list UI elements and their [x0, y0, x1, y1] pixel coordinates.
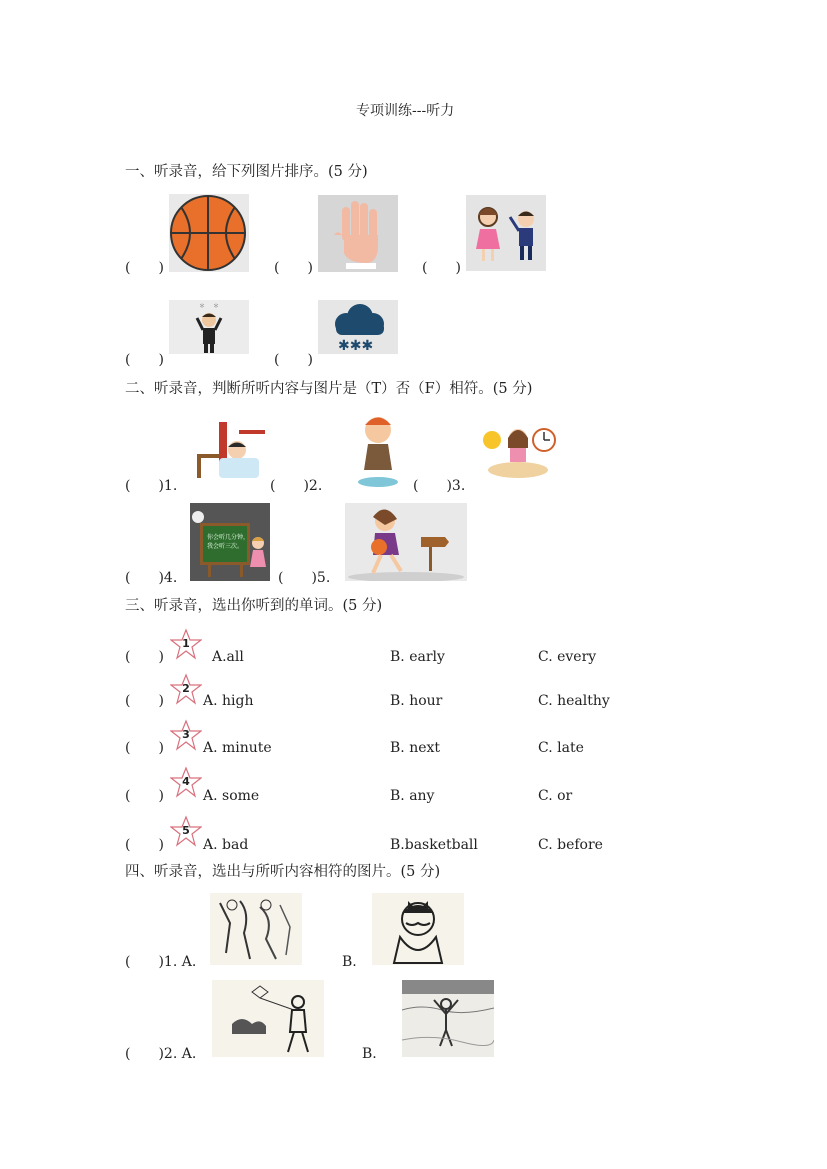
answer-paren[interactable]: ( ) — [125, 352, 164, 368]
option-b[interactable]: B. — [342, 954, 357, 970]
option-b[interactable]: B.basketball — [390, 837, 478, 853]
question-label[interactable]: ( )5. — [278, 570, 331, 586]
question-label[interactable]: ( )2. A. — [125, 1046, 197, 1062]
answer-paren[interactable]: ( ) — [125, 837, 164, 853]
dizzy-person-icon — [169, 300, 249, 354]
sketch-crying-girl-icon — [372, 893, 464, 965]
crying-boy-icon — [352, 410, 404, 490]
snow-cloud-icon — [318, 300, 398, 354]
blackboard-line: 你会听几分钟， — [207, 534, 250, 541]
question-label[interactable]: ( )4. — [125, 570, 178, 586]
star-number-icon — [170, 815, 202, 847]
answer-paren[interactable]: ( ) — [125, 740, 164, 756]
blackboard-line: 我会听三次。 — [207, 543, 244, 550]
option-b[interactable]: B. early — [390, 649, 445, 665]
option-c[interactable]: C. or — [538, 788, 573, 804]
answer-paren[interactable]: ( ) — [274, 352, 313, 368]
option-b[interactable]: B. any — [390, 788, 435, 804]
svg-text:＊: ＊ — [199, 303, 206, 310]
blackboard-teacher-icon — [190, 503, 270, 581]
blackboard-text — [207, 533, 249, 551]
answer-paren[interactable]: ( ) — [422, 260, 461, 276]
page-title: 专项训练---听力 — [356, 103, 455, 119]
option-b[interactable]: B. hour — [390, 693, 443, 709]
answer-paren[interactable]: ( ) — [125, 788, 164, 804]
question-label[interactable]: ( )2. — [270, 478, 323, 494]
kids-waving-icon — [466, 195, 546, 271]
section-2-heading: 二、听录音，判断所听内容与图片是（T）否（F）相符。(5 分) — [125, 381, 533, 397]
option-a[interactable]: A. minute — [203, 740, 272, 756]
sketch-people-icon — [210, 893, 302, 965]
answer-paren[interactable]: ( ) — [125, 693, 164, 709]
question-label[interactable]: ( )3. — [413, 478, 466, 494]
answer-paren[interactable]: ( ) — [125, 260, 164, 276]
section-3-heading: 三、听录音，选出你听到的单词。(5 分) — [125, 598, 383, 614]
answer-paren[interactable]: ( ) — [125, 649, 164, 665]
star-number: 3 — [182, 728, 190, 741]
sketch-boy-kite-icon — [212, 980, 324, 1057]
star-number: 5 — [182, 824, 190, 837]
svg-text:✱✱✱: ✱✱✱ — [338, 338, 374, 354]
option-a[interactable]: A.all — [212, 649, 244, 665]
question-label[interactable]: ( )1. A. — [125, 954, 197, 970]
star-number-icon — [170, 628, 202, 660]
star-number: 1 — [182, 637, 190, 650]
option-c[interactable]: C. before — [538, 837, 603, 853]
svg-text:＊: ＊ — [213, 303, 220, 310]
option-c[interactable]: C. late — [538, 740, 584, 756]
star-number-icon — [170, 766, 202, 798]
option-b[interactable]: B. — [362, 1046, 377, 1062]
star-number: 4 — [182, 775, 190, 788]
section-1-heading: 一、听录音，给下列图片排序。(5 分) — [125, 164, 368, 180]
option-b[interactable]: B. next — [390, 740, 441, 756]
answer-paren[interactable]: ( ) — [274, 260, 313, 276]
boy-in-bed-icon — [193, 420, 269, 482]
option-a[interactable]: A. high — [203, 693, 254, 709]
girl-running-sign-icon — [345, 503, 467, 581]
hand-icon — [318, 195, 398, 272]
option-c[interactable]: C. every — [538, 649, 597, 665]
option-c[interactable]: C. healthy — [538, 693, 610, 709]
star-number-icon — [170, 719, 202, 751]
option-a[interactable]: A. bad — [203, 837, 249, 853]
question-label[interactable]: ( )1. — [125, 478, 178, 494]
section-4-heading: 四、听录音，选出与所听内容相符的图片。(5 分) — [125, 864, 441, 880]
basketball-icon — [169, 194, 249, 272]
sketch-person-landscape-icon — [402, 980, 494, 1057]
star-number-icon — [170, 673, 202, 705]
girl-breakfast-clock-icon — [478, 420, 558, 482]
star-number: 2 — [182, 682, 190, 695]
option-a[interactable]: A. some — [203, 788, 260, 804]
